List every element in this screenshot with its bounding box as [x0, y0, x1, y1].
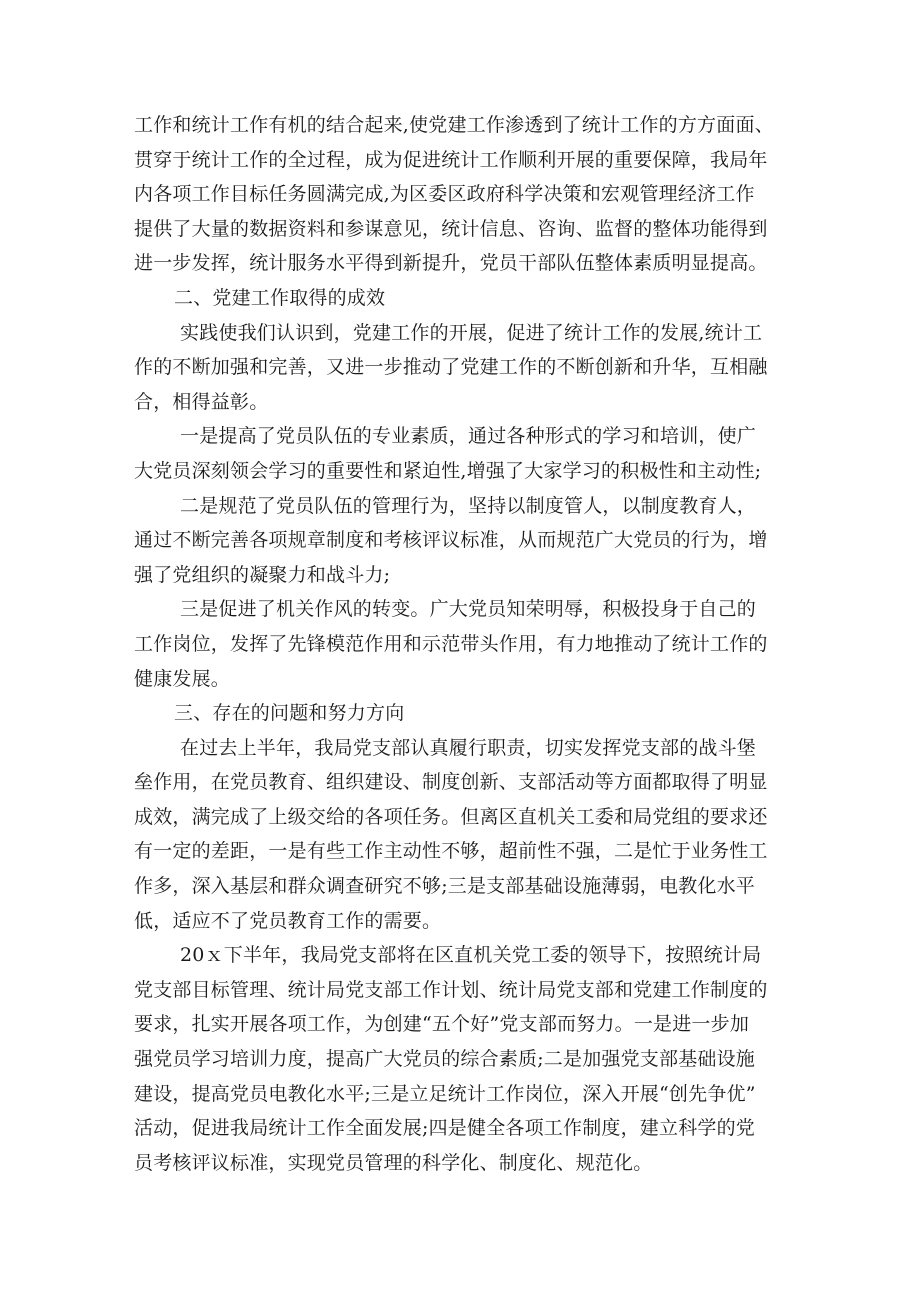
text-line: 在过去上半年，我局党支部认真履行职责，切实发挥党支部的战斗堡 — [180, 736, 757, 759]
text-line: 员考核评议标准，实现党员管理的科学化、制度化、规范化。 — [134, 1151, 653, 1174]
text-line: 作的不断加强和完善，又进一步推动了党建工作的不断创新和升华，互相融 — [134, 356, 768, 379]
text-line: 进一步发挥，统计服务水平得到新提升，党员干部队伍整体素质明显提高。 — [134, 252, 768, 275]
text-line: 工作和统计工作有机的结合起来,使党建工作渗透到了统计工作的方方面面、 — [134, 114, 774, 136]
text-line: 强党员学习培训力度，提高广大党员的综合素质;二是加强党支部基础设施 — [134, 1048, 756, 1071]
text-line: 通过不断完善各项规章制度和考核评议标准，从而规范广大党员的行为，增 — [134, 529, 768, 552]
text-line: 建设，提高党员电教化水平;三是立足统计工作岗位，深入开展“创先争优” — [134, 1082, 756, 1105]
text-line: 实践使我们认识到，党建工作的开展，促进了统计工作的发展,统计工 — [180, 321, 763, 344]
text-line: 贯穿于统计工作的全过程，成为促进统计工作顺利开展的重要保障，我局年 — [134, 148, 768, 171]
text-line: 20ｘ下半年，我局党支部将在区直机关党工委的领导下，按照统计局 — [180, 944, 762, 967]
text-line: 内各项工作目标任务圆满完成,为区委区政府科学决策和宏观管理经济工作 — [134, 183, 755, 206]
text-line: 作多，深入基层和群众调查研究不够;三是支部基础设施薄弱，电教化水平 — [134, 875, 756, 898]
text-line: 大党员深刻领会学习的重要性和紧迫性,增强了大家学习的积极性和主动性; — [134, 459, 762, 482]
text-line: 活动，促进我局统计工作全面发展;四是健全各项工作制度，建立科学的党 — [134, 1117, 756, 1140]
section-heading: 三、存在的问题和努力方向 — [174, 702, 405, 725]
text-line: 低，适应不了党员教育工作的需要。 — [134, 909, 442, 932]
text-line: 健康发展。 — [134, 667, 231, 690]
document-body — [134, 108, 786, 1180]
text-line: 三是促进了机关作风的转变。广大党员知荣明辱，积极投身于自己的 — [180, 598, 757, 621]
text-line: 工作岗位，发挥了先锋模范作用和示范带头作用，有力地推动了统计工作的 — [134, 632, 768, 655]
text-line: 强了党组织的凝聚力和战斗力; — [134, 563, 391, 586]
text-line: 合，相得益彰。 — [134, 390, 269, 413]
text-line: 二是规范了党员队伍的管理行为，坚持以制度管人，以制度教育人， — [180, 494, 757, 517]
text-line: 提供了大量的数据资料和参谋意见，统计信息、咨询、监督的整体功能得到 — [134, 217, 768, 240]
text-line: 有一定的差距，一是有些工作主动性不够，超前性不强，二是忙于业务性工 — [134, 840, 768, 863]
text-line: 党支部目标管理、统计局党支部工作计划、统计局党支部和党建工作制度的 — [134, 978, 768, 1001]
text-line: 垒作用，在党员教育、组织建设、制度创新、支部活动等方面都取得了明显 — [134, 771, 768, 794]
text-line: 一是提高了党员队伍的专业素质，通过各种形式的学习和培训，使广 — [180, 425, 757, 448]
section-heading: 二、党建工作取得的成效 — [174, 286, 386, 309]
text-line: 成效，满完成了上级交给的各项任务。但离区直机关工委和局党组的要求还 — [134, 805, 768, 828]
text-line: 要求，扎实开展各项工作，为创建“五个好”党支部而努力。一是进一步加 — [134, 1013, 750, 1036]
